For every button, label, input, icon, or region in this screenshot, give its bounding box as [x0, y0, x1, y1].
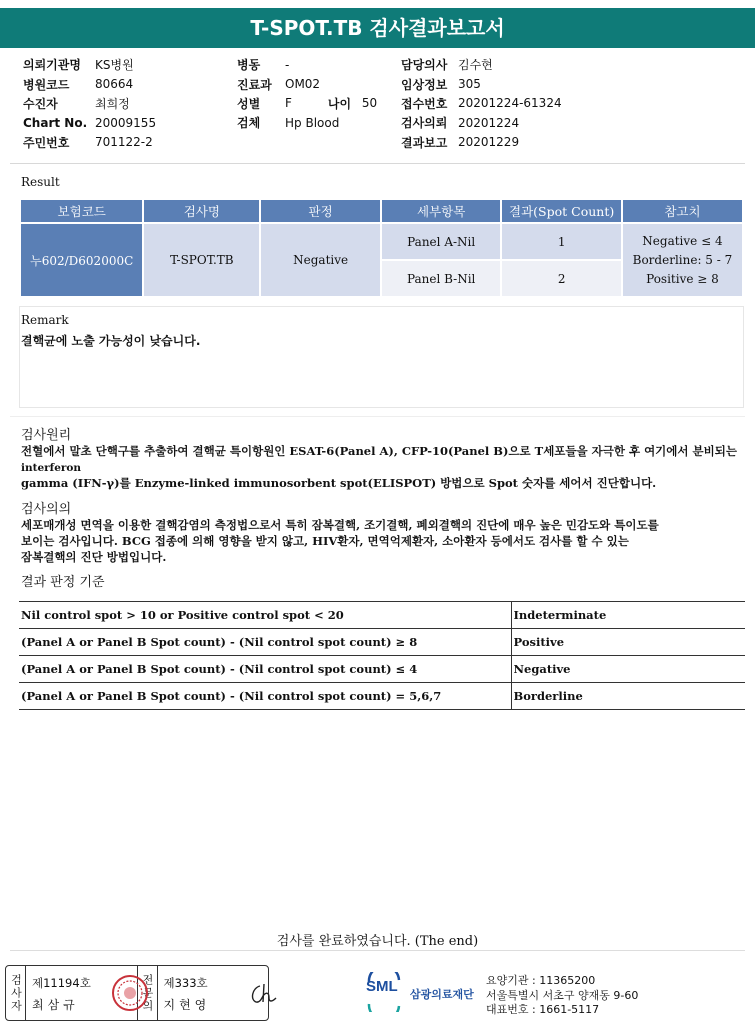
- detail-item-cell: Panel A-Nil: [382, 224, 500, 259]
- info-row: [401, 94, 562, 113]
- info-value: OM02: [285, 77, 321, 92]
- info-value: 20201224-61324: [458, 96, 562, 111]
- info-label: 수진자: [23, 96, 58, 111]
- doctor-name: 지현영: [163, 998, 211, 1012]
- divider: [10, 416, 745, 417]
- info-row: [401, 74, 562, 93]
- info-value: KS병원: [95, 58, 134, 73]
- info-label: 성별: [237, 96, 261, 111]
- table-row: [19, 656, 745, 683]
- info-label: 주민번호: [23, 135, 70, 150]
- info-label: Chart No.: [23, 115, 88, 130]
- spot-count-cell: 2: [502, 261, 621, 296]
- significance-line: 세포매개성 면역을 이용한 결핵감염의 측정법으로서 특히 잠복결핵, 조기결핵, 폐외결핵의 진단에 매우 높은 민감도와 특이도를: [21, 518, 659, 532]
- result-section-label: Result: [21, 175, 60, 189]
- remark-box: [19, 306, 744, 408]
- info-row: [401, 133, 562, 152]
- info-label: 임상정보: [401, 77, 448, 92]
- remark-label: Remark: [21, 313, 69, 327]
- info-row: [23, 94, 156, 113]
- info-label: 결과보고: [401, 135, 448, 150]
- header-test-name: 검사명: [144, 200, 259, 222]
- criteria-result: Borderline: [511, 683, 745, 710]
- reference-positive: Positive ≥ 8: [646, 271, 719, 286]
- judgement-cell: Negative: [261, 224, 380, 296]
- info-label: 접수번호: [401, 96, 448, 111]
- info-value: -: [285, 57, 290, 72]
- inspector-label: [6, 966, 26, 1020]
- seal-icon: [111, 974, 149, 1012]
- doctor-license: 제333호: [163, 976, 208, 990]
- table-row: [19, 629, 745, 656]
- criteria-condition: Nil control spot > 10 or Positive control spot < 20: [19, 602, 511, 629]
- info-row: [237, 113, 377, 132]
- info-label: 의뢰기관명: [23, 58, 81, 73]
- info-value: 20201229: [458, 135, 520, 150]
- info-value: F: [285, 96, 292, 111]
- result-table: [19, 198, 744, 298]
- info-row: [23, 133, 156, 152]
- info-row: [23, 74, 156, 93]
- table-row: [19, 683, 745, 710]
- criteria-result: Indeterminate: [511, 602, 745, 629]
- principle-line: gamma (IFN-γ)를 Enzyme-linked immunosorbent spot(ELISPOT) 방법으로 Spot 숫자를 세어서 진단합니다.: [21, 476, 657, 490]
- organization-code: 요양기관 : 11365200: [486, 974, 596, 987]
- info-label: 검사의뢰: [401, 116, 448, 131]
- info-value: 80664: [95, 77, 134, 92]
- criteria-table: [19, 601, 745, 710]
- criteria-label: 결과 판정 기준: [21, 575, 105, 590]
- criteria-condition: (Panel A or Panel B Spot count) - (Nil control spot count) ≤ 4: [19, 656, 511, 683]
- insurance-code-cell: 누602/D602000C: [21, 224, 142, 296]
- age-label: 나이: [327, 96, 352, 111]
- criteria-result: Positive: [511, 629, 745, 656]
- criteria-condition: (Panel A or Panel B Spot count) - (Nil control spot count) = 5,6,7: [19, 683, 511, 710]
- reference-negative: Negative ≤ 4: [642, 233, 723, 248]
- info-value: 김수현: [458, 58, 493, 73]
- organization-address: 서울특별시 서초구 양재동 9-60: [486, 988, 639, 1002]
- table-row: [19, 602, 745, 629]
- principle-line: interferon: [21, 462, 82, 474]
- result-header-row: [21, 200, 742, 222]
- logo-text: SML: [366, 978, 398, 995]
- divider: [10, 950, 745, 951]
- age-value: 50: [361, 96, 378, 111]
- info-row: [237, 74, 377, 93]
- inspector-label-text: 검사자: [9, 973, 23, 1013]
- info-value: 305: [458, 77, 481, 92]
- organization-name: 삼광의료재단: [410, 988, 474, 1001]
- doctor-cell: [158, 966, 269, 1020]
- info-row: [237, 94, 377, 113]
- significance-line: 보이는 검사입니다. BCG 접종에 의해 영향을 받지 않고, HIV환자, 면역억제환자, 소아환자 등에서도 검사를 할 수 있는: [21, 534, 629, 548]
- patient-info-column-3: [401, 55, 562, 152]
- inspector-cell: [26, 966, 138, 1020]
- info-value: 20201224: [458, 115, 520, 130]
- organization-phone: 대표번호 : 1661-5117: [486, 1003, 600, 1016]
- criteria-result: Negative: [511, 656, 745, 683]
- reference-cell: [623, 224, 742, 296]
- info-label: 담당의사: [401, 58, 448, 73]
- header-spot-count: 결과(Spot Count): [502, 200, 621, 222]
- principle-line: 전혈에서 말초 단핵구를 추출하여 결핵균 특이항원인 ESAT-6(Panel A), CFP-10(Panel B)으로 T세포들을 자극한 후 여기에서 분비되는: [21, 444, 737, 458]
- info-label: 진료과: [237, 77, 272, 92]
- principle-label: 검사원리: [21, 428, 72, 443]
- header-judgement: 판정: [261, 200, 380, 222]
- info-value: Hp Blood: [285, 115, 340, 130]
- info-value: 701122-2: [95, 135, 153, 150]
- header-insurance-code: 보험코드: [21, 200, 142, 222]
- info-row: [23, 55, 156, 74]
- inspector-license: 제11194호: [32, 976, 91, 990]
- report-title: T-SPOT.TB 검사결과보고서: [0, 8, 755, 48]
- reference-borderline: Borderline: 5 - 7: [632, 252, 733, 267]
- remark-text: 결핵균에 노출 가능성이 낮습니다.: [21, 334, 201, 348]
- patient-info-column-2: [237, 55, 377, 133]
- significance-label: 검사의의: [21, 502, 72, 517]
- info-label: 검체: [237, 116, 261, 131]
- info-row: [401, 55, 562, 74]
- info-value: 20009155: [95, 115, 157, 130]
- info-row: [401, 113, 562, 132]
- significance-line: 잠복결핵의 진단 방법입니다.: [21, 550, 167, 564]
- test-name-cell: T-SPOT.TB: [144, 224, 259, 296]
- header-detail-item: 세부항목: [382, 200, 500, 222]
- spot-count-cell: 1: [502, 224, 621, 259]
- inspector-name: 최삼규: [32, 998, 79, 1012]
- signature-box: [5, 965, 269, 1021]
- criteria-condition: (Panel A or Panel B Spot count) - (Nil control spot count) ≥ 8: [19, 629, 511, 656]
- end-text: 검사를 완료하였습니다. (The end): [276, 934, 479, 949]
- header-reference: 참고치: [623, 200, 742, 222]
- divider: [10, 163, 745, 164]
- table-row: [21, 224, 742, 259]
- signature-icon: [246, 980, 280, 1008]
- detail-item-cell: Panel B-Nil: [382, 261, 500, 296]
- organization-info: [486, 974, 638, 1018]
- info-value: 최희정: [95, 96, 130, 111]
- info-row: [23, 113, 156, 132]
- doctor-label-text: 전문의: [141, 973, 154, 1013]
- patient-info-column-1: [23, 55, 156, 152]
- info-label: 병동: [237, 58, 261, 73]
- info-row: [237, 55, 377, 74]
- info-label: 병원코드: [23, 77, 70, 92]
